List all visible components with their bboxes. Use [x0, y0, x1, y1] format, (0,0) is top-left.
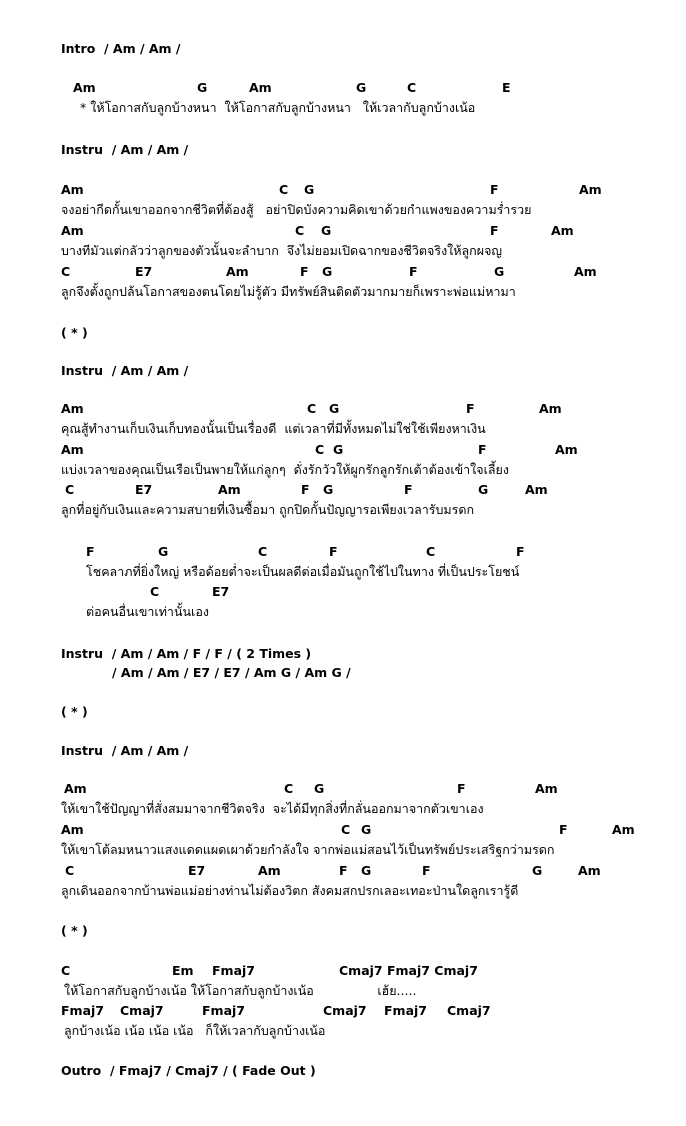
lyric-line: จงอย่ากีดกั้นเขาออกจากชีวิตที่ต้องสู้ อย่าปิดบังความคิดเขาด้วยกำแพงของความร่ำรวย	[61, 202, 532, 217]
chord: G	[322, 264, 333, 279]
instru-line: Instru / Am / Am /	[61, 363, 189, 378]
chord: G	[329, 401, 340, 416]
chord: E	[502, 80, 511, 95]
lyric-line: ลูกจึงตั้งถูกปล้นโอกาสของตนโดยไม่รู้ตัว มีทรัพย์สินติดตัวมากมายก็เพราะพ่อแม่หามา	[61, 284, 516, 299]
chord: G	[158, 544, 169, 559]
refrain-mark: ( * )	[61, 704, 88, 719]
chord: E7	[135, 264, 153, 279]
chord: C	[284, 781, 294, 796]
lyric-line: * ให้โอกาสกับลูกบ้างหนา ให้โอกาสกับลูกบ้างหนา ให้เวลากับลูกบ้างเน้อ	[80, 100, 476, 115]
instru-line: Instru / Am / Am /	[61, 743, 189, 758]
chord: Am	[551, 223, 574, 238]
lyric-line: บางทีมัวแต่กลัวว่าลูกของตัวนั้นจะลำบาก จึงไม่ยอมเปิดฉากของชีวิตจริงให้ลูกผจญ	[61, 243, 503, 258]
chord: Am	[249, 80, 272, 95]
chord: G	[197, 80, 208, 95]
instru-line: Instru / Am / Am / F / F / ( 2 Times )	[61, 646, 312, 661]
chord: Am	[61, 401, 84, 416]
lyric-line: ให้เขาโต้ลมหนาวแสงแดดแผดเผาด้วยกำลังใจ จากพ่อแม่สอนไว้เป็นทรัพย์ประเสริฐกว่ามรดก	[61, 842, 555, 857]
chord: G	[333, 442, 344, 457]
instru-line: Instru / Am / Am /	[61, 142, 189, 157]
chord: G	[356, 80, 367, 95]
chord: F	[404, 482, 413, 497]
chord: G	[478, 482, 489, 497]
chord: G	[314, 781, 325, 796]
chord: F	[559, 822, 568, 837]
chord: C	[279, 182, 289, 197]
chord: C	[258, 544, 268, 559]
chord: Am	[61, 223, 84, 238]
chord: C	[426, 544, 436, 559]
chord: Am	[555, 442, 578, 457]
chord: Cmaj7 Fmaj7 Cmaj7	[339, 963, 478, 978]
outro-line: Outro / Fmaj7 / Cmaj7 / ( Fade Out )	[61, 1063, 316, 1078]
chord: F	[466, 401, 475, 416]
chord: G	[361, 822, 372, 837]
chord: Fmaj7	[384, 1003, 427, 1018]
chord: Am	[61, 182, 84, 197]
chord: F	[329, 544, 338, 559]
chord: G	[304, 182, 315, 197]
lyric-line: ลูกเดินออกจากบ้านพ่อแม่อย่างท่านไม่ต้องวิตก สังคมสกปรกเลอะเทอะป่านใดลูกเรารู้ดี	[61, 883, 519, 898]
chord: F	[516, 544, 525, 559]
refrain-mark: ( * )	[61, 325, 88, 340]
chord: F	[339, 863, 348, 878]
lyric-line: ลูกที่อยู่กับเงินและความสบายที่เงินซื้อมา ถูกปิดกั้นปัญญารอเพียงเวลารับมรดก	[61, 502, 475, 517]
refrain-mark: ( * )	[61, 923, 88, 938]
chord: Fmaj7	[212, 963, 255, 978]
chord: Am	[64, 781, 87, 796]
lyric-line: ลูกบ้างเน้อ เน้อ เน้อ เน้อ ก็ให้เวลากับลูกบ้างเน้อ	[64, 1023, 326, 1038]
chord: C	[295, 223, 305, 238]
chord: Am	[73, 80, 96, 95]
chord: F	[300, 264, 309, 279]
chord: C	[341, 822, 351, 837]
chord: F	[86, 544, 95, 559]
chord: Am	[61, 822, 84, 837]
chord: E7	[212, 584, 230, 599]
chord: Am	[226, 264, 249, 279]
lyric-line: ต่อคนอื่นเขาเท่านั้นเอง	[86, 604, 209, 619]
chord: Cmaj7	[447, 1003, 491, 1018]
chord: Fmaj7	[202, 1003, 245, 1018]
chord: Am	[539, 401, 562, 416]
chord: Am	[218, 482, 241, 497]
chord: F	[409, 264, 418, 279]
chord: Em	[172, 963, 194, 978]
chord: F	[457, 781, 466, 796]
chord: Am	[258, 863, 281, 878]
chord: Am	[574, 264, 597, 279]
chord: G	[532, 863, 543, 878]
chord: Am	[61, 442, 84, 457]
chord: F	[422, 863, 431, 878]
chord: E7	[135, 482, 153, 497]
intro-line: Intro / Am / Am /	[61, 41, 181, 56]
chord: C	[65, 482, 75, 497]
chord: C	[61, 264, 71, 279]
chord: Am	[579, 182, 602, 197]
chord: C	[315, 442, 325, 457]
chord: Am	[578, 863, 601, 878]
chord: C	[407, 80, 417, 95]
chord: G	[323, 482, 334, 497]
chord: Am	[535, 781, 558, 796]
chord: C	[65, 863, 75, 878]
chord: G	[321, 223, 332, 238]
chord: E7	[188, 863, 206, 878]
chord: F	[301, 482, 310, 497]
chord: G	[361, 863, 372, 878]
instru-line: / Am / Am / E7 / E7 / Am G / Am G /	[112, 665, 351, 680]
lyric-line: คุณสู้ทำงานเก็บเงินเก็บทองนั้นเป็นเรื่องดี แต่เวลาที่มีทั้งหมดไม่ใช่ใช้เพียงหาเงิน	[61, 421, 486, 436]
lyric-line: โชคลาภที่ยิ่งใหญ่ หรือด้อยต่ำจะเป็นผลดีต่อเมื่อมันถูกใช้ไปในทาง ที่เป็นประโยชน์	[86, 564, 520, 579]
chord: Am	[525, 482, 548, 497]
lyric-line: ให้เขาใช้ปัญญาที่สั่งสมมาจากชีวิตจริง จะได้มีทุกสิ่งที่กลั่นออกมาจากตัวเขาเอง	[61, 801, 484, 816]
chord: C	[307, 401, 317, 416]
chord: F	[490, 223, 499, 238]
chord: F	[490, 182, 499, 197]
chord: Cmaj7	[120, 1003, 164, 1018]
chord: Cmaj7	[323, 1003, 367, 1018]
chord: Am	[612, 822, 635, 837]
chord: F	[478, 442, 487, 457]
chord: Fmaj7	[61, 1003, 104, 1018]
lyric-line: แบ่งเวลาของคุณเป็นเรือเป็นพายให้แก่ลูกๆ ดั่งรักวัวให้ผูกรักลูกรักเต้าต้องเข้าใจเลี้ยง	[61, 462, 509, 477]
chord: C	[61, 963, 71, 978]
chord: G	[494, 264, 505, 279]
chord: C	[150, 584, 160, 599]
lyric-line: ให้โอกาสกับลูกบ้างเน้อ ให้โอกาสกับลูกบ้างเน้อ เฮ้ย.....	[64, 983, 417, 998]
